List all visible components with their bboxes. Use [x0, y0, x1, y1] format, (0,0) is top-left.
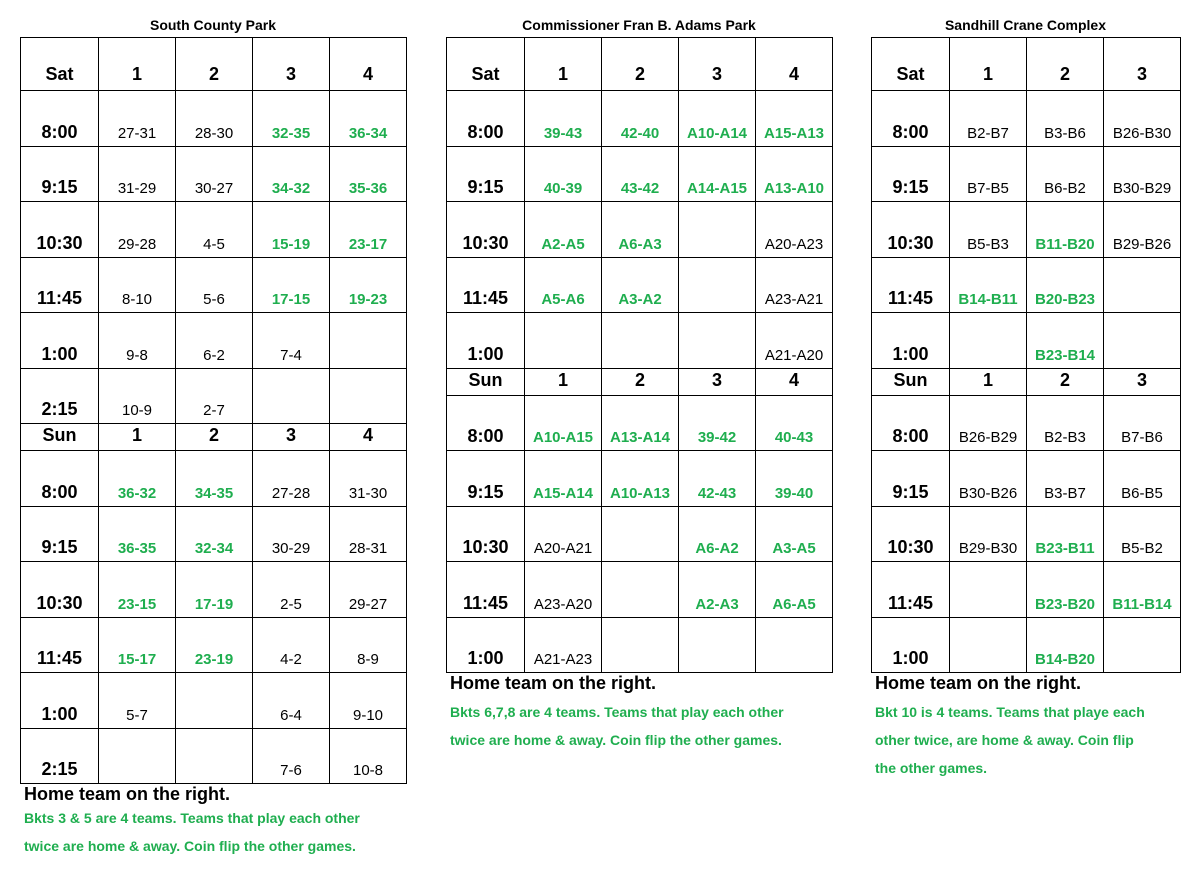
field-header: 1: [950, 38, 1027, 91]
game-cell: A20-A21: [525, 506, 602, 562]
time-cell: 2:15: [21, 368, 99, 424]
day-header: Sun: [21, 424, 99, 451]
field-header: 3: [253, 424, 330, 451]
time-slot-row: [447, 506, 833, 562]
park-title-sandhill-crane: Sandhill Crane Complex: [944, 17, 1107, 33]
game-cell: 2-5: [253, 562, 330, 618]
game-cell: 6-4: [253, 673, 330, 729]
game-cell: [99, 728, 176, 784]
time-slot-row: [21, 257, 407, 313]
game-cell: B29-B26: [1104, 202, 1181, 258]
time-cell: 8:00: [447, 91, 525, 147]
game-cell: 31-29: [99, 146, 176, 202]
time-cell: 9:15: [21, 146, 99, 202]
time-slot-row: [872, 617, 1181, 673]
time-slot-row: [872, 91, 1181, 147]
game-cell: 2-7: [176, 368, 253, 424]
game-cell: A5-A6: [525, 257, 602, 313]
game-cell: A21-A23: [525, 617, 602, 673]
field-header: 2: [176, 424, 253, 451]
time-slot-row: [21, 506, 407, 562]
game-cell: B30-B26: [950, 451, 1027, 507]
game-cell: B2-B3: [1027, 395, 1104, 451]
game-cell: B6-B5: [1104, 451, 1181, 507]
game-cell: A2-A5: [525, 202, 602, 258]
game-cell: 4-5: [176, 202, 253, 258]
time-cell: 1:00: [447, 313, 525, 369]
game-cell: 40-43: [756, 395, 833, 451]
sunday-header-row: [447, 368, 833, 395]
time-slot-row: [21, 562, 407, 618]
game-cell: 34-35: [176, 451, 253, 507]
schedule-table-fran-adams: [446, 37, 833, 673]
bracket-note-line: other twice, are home & away. Coin flip: [875, 732, 1134, 748]
time-cell: 10:30: [447, 202, 525, 258]
time-slot-row: [447, 313, 833, 369]
game-cell: 39-43: [525, 91, 602, 147]
day-header: Sat: [447, 38, 525, 91]
time-cell: 9:15: [21, 506, 99, 562]
bracket-note-line: Bkts 3 & 5 are 4 teams. Teams that play each other: [24, 810, 360, 826]
field-header: 2: [1027, 38, 1104, 91]
game-cell: 6-2: [176, 313, 253, 369]
game-cell: 17-19: [176, 562, 253, 618]
game-cell: A6-A5: [756, 562, 833, 618]
field-header: 3: [1104, 38, 1181, 91]
time-slot-row: [872, 395, 1181, 451]
game-cell: 40-39: [525, 146, 602, 202]
game-cell: [525, 313, 602, 369]
game-cell: A15-A14: [525, 451, 602, 507]
game-cell: A10-A13: [602, 451, 679, 507]
game-cell: [176, 728, 253, 784]
game-cell: 43-42: [602, 146, 679, 202]
time-slot-row: [447, 617, 833, 673]
game-cell: [602, 562, 679, 618]
time-cell: 9:15: [872, 146, 950, 202]
time-slot-row: [447, 257, 833, 313]
game-cell: [602, 313, 679, 369]
time-cell: 11:45: [21, 617, 99, 673]
bracket-note-line: Bkts 6,7,8 are 4 teams. Teams that play each other: [450, 704, 784, 720]
field-header: 4: [756, 38, 833, 91]
game-cell: 35-36: [330, 146, 407, 202]
game-cell: B14-B20: [1027, 617, 1104, 673]
park-title-south-county: South County Park: [149, 17, 276, 33]
game-cell: [679, 313, 756, 369]
time-cell: 10:30: [872, 506, 950, 562]
game-cell: 19-23: [330, 257, 407, 313]
schedule-table-sandhill-crane: [871, 37, 1181, 673]
game-cell: [679, 617, 756, 673]
time-slot-row: [447, 562, 833, 618]
field-header: 3: [253, 38, 330, 91]
game-cell: [602, 506, 679, 562]
time-slot-row: [21, 91, 407, 147]
game-cell: 27-31: [99, 91, 176, 147]
game-cell: 5-7: [99, 673, 176, 729]
time-cell: 10:30: [21, 562, 99, 618]
game-cell: 23-17: [330, 202, 407, 258]
field-header: 3: [1104, 368, 1181, 395]
time-cell: 11:45: [447, 562, 525, 618]
game-cell: [679, 257, 756, 313]
time-cell: 8:00: [21, 451, 99, 507]
field-header: 2: [602, 38, 679, 91]
game-cell: B5-B2: [1104, 506, 1181, 562]
game-cell: [756, 617, 833, 673]
game-cell: [602, 617, 679, 673]
game-cell: [330, 313, 407, 369]
game-cell: 36-35: [99, 506, 176, 562]
field-header: 2: [1027, 368, 1104, 395]
game-cell: [1104, 257, 1181, 313]
time-cell: 10:30: [447, 506, 525, 562]
time-slot-row: [21, 368, 407, 424]
game-cell: A14-A15: [679, 146, 756, 202]
field-header: 3: [679, 38, 756, 91]
time-cell: 8:00: [21, 91, 99, 147]
game-cell: 36-34: [330, 91, 407, 147]
time-cell: 8:00: [447, 395, 525, 451]
day-header: Sun: [872, 368, 950, 395]
time-slot-row: [447, 451, 833, 507]
game-cell: B29-B30: [950, 506, 1027, 562]
game-cell: A13-A14: [602, 395, 679, 451]
game-cell: B5-B3: [950, 202, 1027, 258]
game-cell: B23-B20: [1027, 562, 1104, 618]
game-cell: [950, 562, 1027, 618]
game-cell: 29-27: [330, 562, 407, 618]
game-cell: [679, 202, 756, 258]
field-header: 1: [950, 368, 1027, 395]
field-header: 1: [525, 368, 602, 395]
bracket-note: [24, 804, 360, 860]
home-team-note: Home team on the right.: [875, 673, 1082, 693]
field-header: 4: [756, 368, 833, 395]
header-row: [21, 38, 407, 91]
game-cell: B6-B2: [1027, 146, 1104, 202]
game-cell: 10-9: [99, 368, 176, 424]
home-team-note: Home team on the right.: [450, 673, 657, 693]
field-header: 2: [176, 38, 253, 91]
time-cell: 1:00: [447, 617, 525, 673]
game-cell: A2-A3: [679, 562, 756, 618]
time-cell: 1:00: [21, 673, 99, 729]
field-header: 1: [99, 38, 176, 91]
header-row: [872, 38, 1181, 91]
time-cell: 9:15: [447, 451, 525, 507]
game-cell: A15-A13: [756, 91, 833, 147]
field-header: 4: [330, 424, 407, 451]
game-cell: A10-A15: [525, 395, 602, 451]
bracket-note-line: twice are home & away. Coin flip the other games.: [24, 838, 356, 854]
game-cell: 30-27: [176, 146, 253, 202]
home-team-note: Home team on the right.: [24, 784, 231, 804]
game-cell: 39-40: [756, 451, 833, 507]
game-cell: 8-9: [330, 617, 407, 673]
game-cell: A6-A2: [679, 506, 756, 562]
game-cell: B30-B29: [1104, 146, 1181, 202]
time-slot-row: [21, 146, 407, 202]
time-slot-row: [872, 257, 1181, 313]
bracket-note-line: twice are home & away. Coin flip the other games.: [450, 732, 782, 748]
game-cell: B26-B29: [950, 395, 1027, 451]
game-cell: [1104, 313, 1181, 369]
field-header: 3: [679, 368, 756, 395]
field-header: 1: [525, 38, 602, 91]
game-cell: [176, 673, 253, 729]
game-cell: [253, 368, 330, 424]
time-cell: 11:45: [21, 257, 99, 313]
sunday-header-row: [21, 424, 407, 451]
game-cell: 17-15: [253, 257, 330, 313]
game-cell: 42-43: [679, 451, 756, 507]
game-cell: 4-2: [253, 617, 330, 673]
field-header: 1: [99, 424, 176, 451]
time-slot-row: [21, 673, 407, 729]
game-cell: 9-8: [99, 313, 176, 369]
game-cell: 28-30: [176, 91, 253, 147]
game-cell: 34-32: [253, 146, 330, 202]
bracket-note-line: the other games.: [875, 760, 988, 776]
game-cell: 23-15: [99, 562, 176, 618]
game-cell: 23-19: [176, 617, 253, 673]
park-title-fran-adams: Commissioner Fran B. Adams Park: [522, 17, 756, 33]
game-cell: B3-B7: [1027, 451, 1104, 507]
game-cell: B14-B11: [950, 257, 1027, 313]
game-cell: 10-8: [330, 728, 407, 784]
game-cell: 27-28: [253, 451, 330, 507]
game-cell: B23-B14: [1027, 313, 1104, 369]
time-slot-row: [21, 617, 407, 673]
time-slot-row: [447, 146, 833, 202]
time-cell: 9:15: [872, 451, 950, 507]
time-slot-row: [872, 313, 1181, 369]
game-cell: 9-10: [330, 673, 407, 729]
time-slot-row: [872, 202, 1181, 258]
time-cell: 1:00: [872, 617, 950, 673]
game-cell: 8-10: [99, 257, 176, 313]
time-cell: 9:15: [447, 146, 525, 202]
time-cell: 8:00: [872, 91, 950, 147]
time-slot-row: [21, 202, 407, 258]
bracket-note: [875, 698, 1145, 782]
game-cell: [1104, 617, 1181, 673]
game-cell: B11-B20: [1027, 202, 1104, 258]
field-header: 2: [602, 368, 679, 395]
field-header: 4: [330, 38, 407, 91]
game-cell: B3-B6: [1027, 91, 1104, 147]
game-cell: B23-B11: [1027, 506, 1104, 562]
time-slot-row: [447, 202, 833, 258]
game-cell: 15-17: [99, 617, 176, 673]
time-cell: 1:00: [872, 313, 950, 369]
game-cell: B7-B5: [950, 146, 1027, 202]
time-cell: 11:45: [872, 562, 950, 618]
game-cell: 29-28: [99, 202, 176, 258]
day-header: Sat: [21, 38, 99, 91]
game-cell: A20-A23: [756, 202, 833, 258]
time-cell: 1:00: [21, 313, 99, 369]
game-cell: 31-30: [330, 451, 407, 507]
time-cell: 10:30: [21, 202, 99, 258]
time-cell: 8:00: [872, 395, 950, 451]
schedule-table-south-county: [20, 37, 407, 784]
game-cell: A21-A20: [756, 313, 833, 369]
game-cell: B7-B6: [1104, 395, 1181, 451]
game-cell: A6-A3: [602, 202, 679, 258]
time-cell: 11:45: [872, 257, 950, 313]
day-header: Sun: [447, 368, 525, 395]
time-slot-row: [872, 146, 1181, 202]
time-slot-row: [872, 506, 1181, 562]
game-cell: B20-B23: [1027, 257, 1104, 313]
game-cell: A23-A20: [525, 562, 602, 618]
sunday-header-row: [872, 368, 1181, 395]
game-cell: [950, 617, 1027, 673]
time-cell: 10:30: [872, 202, 950, 258]
game-cell: A23-A21: [756, 257, 833, 313]
game-cell: A13-A10: [756, 146, 833, 202]
game-cell: [950, 313, 1027, 369]
time-slot-row: [447, 395, 833, 451]
day-header: Sat: [872, 38, 950, 91]
game-cell: 15-19: [253, 202, 330, 258]
game-cell: 39-42: [679, 395, 756, 451]
game-cell: 42-40: [602, 91, 679, 147]
game-cell: 32-34: [176, 506, 253, 562]
game-cell: 30-29: [253, 506, 330, 562]
game-cell: 28-31: [330, 506, 407, 562]
bracket-note: [450, 698, 784, 754]
game-cell: 36-32: [99, 451, 176, 507]
time-slot-row: [447, 91, 833, 147]
game-cell: A3-A5: [756, 506, 833, 562]
game-cell: B2-B7: [950, 91, 1027, 147]
game-cell: A3-A2: [602, 257, 679, 313]
game-cell: 7-6: [253, 728, 330, 784]
game-cell: 32-35: [253, 91, 330, 147]
time-slot-row: [872, 562, 1181, 618]
game-cell: A10-A14: [679, 91, 756, 147]
game-cell: 5-6: [176, 257, 253, 313]
game-cell: B11-B14: [1104, 562, 1181, 618]
time-cell: 2:15: [21, 728, 99, 784]
time-slot-row: [872, 451, 1181, 507]
game-cell: [330, 368, 407, 424]
header-row: [447, 38, 833, 91]
game-cell: B26-B30: [1104, 91, 1181, 147]
time-slot-row: [21, 313, 407, 369]
time-slot-row: [21, 451, 407, 507]
bracket-note-line: Bkt 10 is 4 teams. Teams that playe each: [875, 704, 1145, 720]
time-slot-row: [21, 728, 407, 784]
game-cell: 7-4: [253, 313, 330, 369]
time-cell: 11:45: [447, 257, 525, 313]
